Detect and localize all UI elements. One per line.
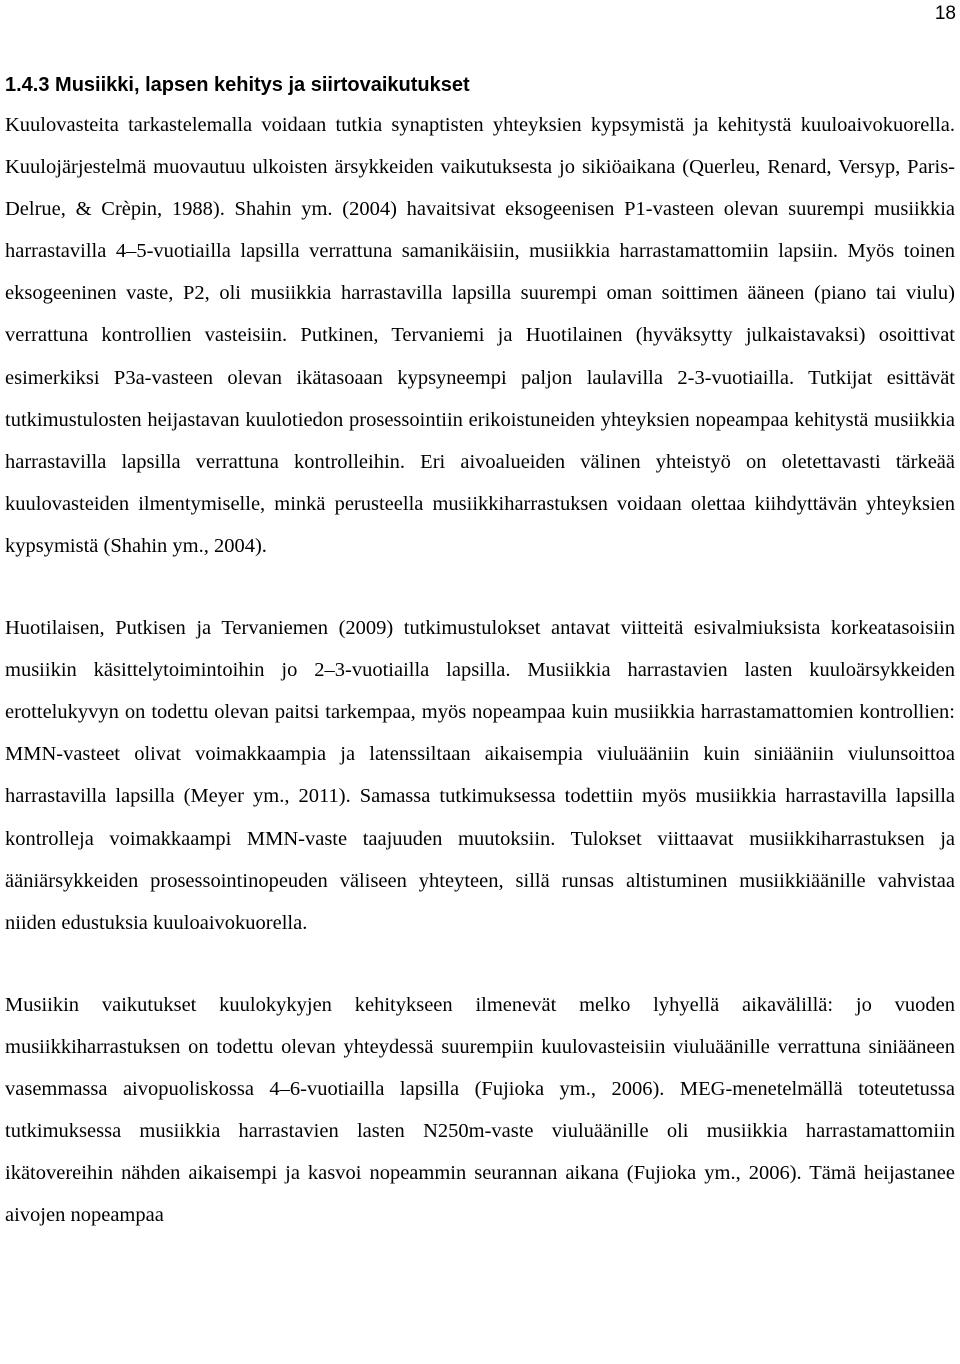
section-heading: 1.4.3 Musiikki, lapsen kehitys ja siirtovaikutukset	[5, 74, 470, 96]
page-number: 18	[934, 3, 956, 24]
paragraph-1: Kuulovasteita tarkastelemalla voidaan tutkia synaptisten yhteyksien kypsymistä ja kehitystä kuuloaivokuorella. Kuulojärjestelmä muovautuu ulkoisten ärsykkeiden vaikutuksesta jo sikiöaikana (Querleu, Renard, Versyp, Paris-Delrue, & Crèpin, 1988). Shahin ym. (2004) havaitsivat eksogeenisen P1-vasteen olevan suurempi musiikkia harrastavilla 4–5-vuotiailla lapsilla verrattuna samanikäisiin, musiikkia harrastamattomiin lapsiin. Myös toinen eksogeeninen vaste, P2, oli musiikkia harrastavilla lapsilla suurempi oman soittimen ääneen (piano tai viulu) verrattuna kontrollien vasteisiin. Putkinen, Tervaniemi ja Huotilainen (hyväksytty julkaistavaksi) osoittivat esimerkiksi P3a-vasteen olevan ikätasoaan kypsyneempi paljon laulavilla 2-3-vuotiailla. Tutkijat esittävät tutkimustulosten heijastavan kuulotiedon prosessointiin erikoistuneiden yhteyksien nopeampaa kehitystä musiikkia harrastavilla lapsilla verrattuna kontrolleihin. Eri aivoalueiden välinen yhteistyö on oletettavasti tärkeää kuulovasteiden ilmentymiselle, minkä perusteella musiikkiharrastuksen voidaan olettaa kiihdyttävän yhteyksien kypsymistä (Shahin ym., 2004).	[5, 114, 955, 557]
paragraph-3: Musiikin vaikutukset kuulokykyjen kehitykseen ilmenevät melko lyhyellä aikavälillä: jo vuoden musiikkiharrastuksen on todettu olevan yhteydessä suurempiin kuulovasteisiin viuluäänille verrattuna siniääneen vasemmassa aivopuoliskossa 4–6-vuotiailla lapsilla (Fujioka ym., 2006). MEG-menetelmällä toteutetussa tutkimuksessa musiikkia harrastavien lasten N250m-vaste viuluäänille oli musiikkia harrastamattomiin ikätovereihin nähden aikaisempi ja kasvoi nopeammin seurannan aikana (Fujioka ym., 2006). Tämä heijastanee aivojen nopeampaa	[5, 993, 955, 1227]
page-content	[5, 66, 955, 1236]
paragraph-2: Huotilaisen, Putkisen ja Tervaniemen (2009) tutkimustulokset antavat viitteitä esivalmiuksista korkeatasoisiin musiikin käsittelytoimintoihin jo 2–3-vuotiailla lapsilla. Musiikkia harrastavien lasten kuuloärsykkeiden erottelukyvyn on todettu olevan paitsi tarkempaa, myös nopeampaa kuin musiikkia harrastamattomien kontrollien: MMN-vasteet olivat voimakkaampia ja latenssiltaan aikaisempia viuluääniin kuin siniääniin viulunsoittoa harrastavilla lapsilla (Meyer ym., 2011). Samassa tutkimuksessa todettiin myös musiikkia harrastavilla lapsilla kontrolleja voimakkaampi MMN-vaste taajuuden muutoksiin. Tulokset viittaavat musiikkiharrastuksen ja ääniärsykkeiden prosessointinopeuden väliseen yhteyteen, sillä runsas altistuminen musiikkiäänille vahvistaa niiden edustuksia kuuloaivokuorella.	[5, 617, 955, 934]
